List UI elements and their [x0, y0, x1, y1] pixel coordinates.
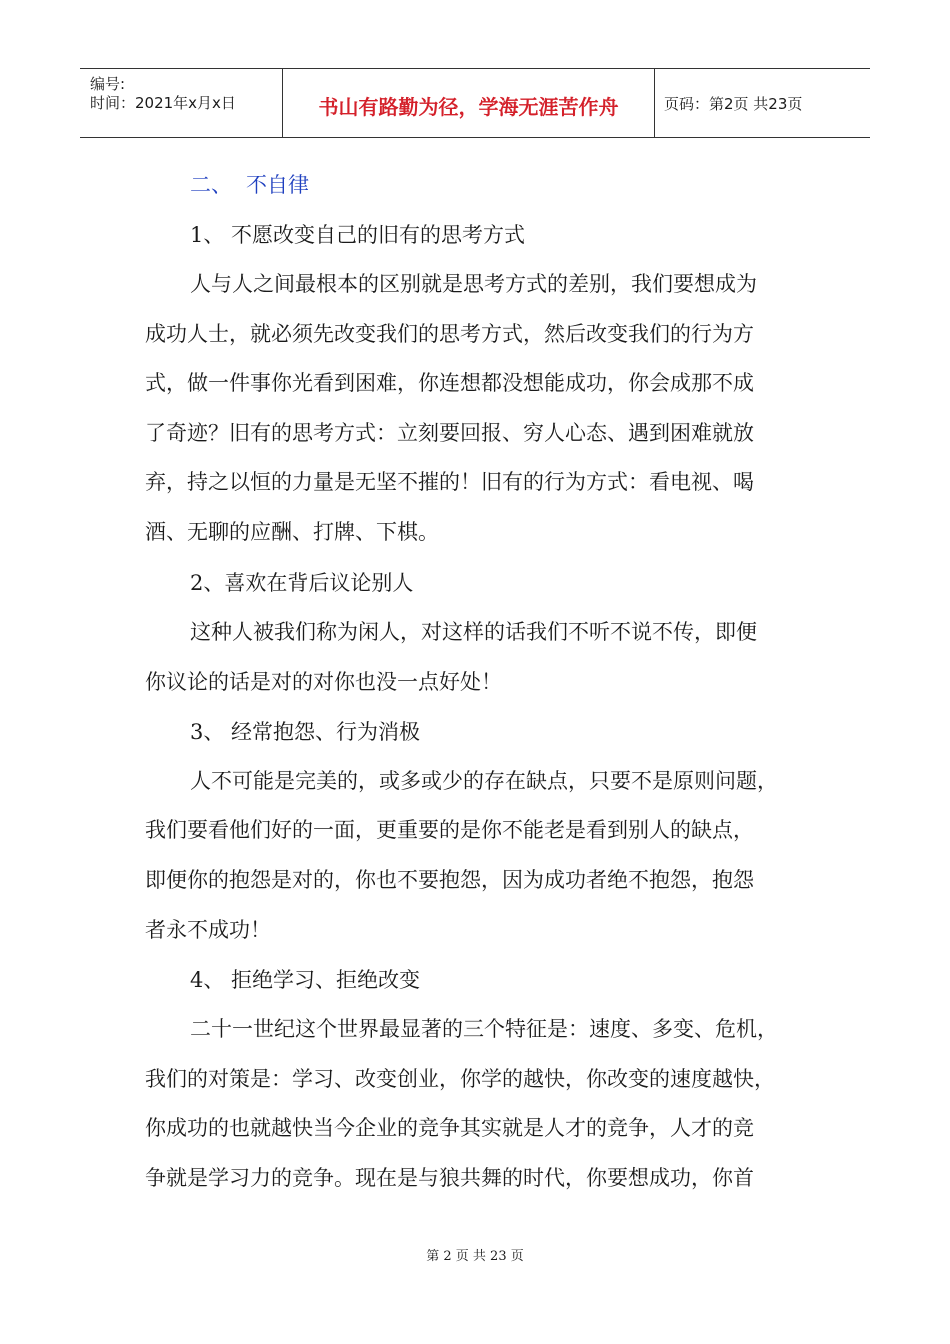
document-code-label: 编号:	[90, 75, 126, 93]
section-number: 二、	[190, 173, 232, 197]
paragraph-line: 二十一世纪这个世界最显著的三个特征是：速度、多变、危机，	[190, 1017, 778, 1041]
paragraph-line: 争就是学习力的竞争。现在是与狼共舞的时代，你要想成功，你首	[145, 1166, 754, 1190]
paragraph-line: 这种人被我们称为闲人，对这样的话我们不听不说不传，即便	[190, 620, 757, 644]
paragraph-line: 你成功的也就越快当今企业的竞争其实就是人才的竞争，人才的竞	[145, 1116, 754, 1140]
header-right-cell	[656, 69, 870, 137]
header-left-cell	[80, 69, 283, 137]
header-table	[80, 68, 870, 138]
subheading-4: 4、 拒绝学习、拒绝改变	[190, 968, 421, 992]
document-date: 时间：2021年x月x日	[90, 94, 236, 112]
page-footer: 第 2 页 共 23 页	[426, 1249, 524, 1264]
paragraph-line: 即便你的抱怨是对的，你也不要抱怨，因为成功者绝不抱怨，抱怨	[145, 868, 754, 892]
section-heading	[190, 169, 309, 199]
paragraph-line: 式，做一件事你光看到困难，你连想都没想能成功，你会成那不成	[145, 371, 754, 395]
paragraph-line: 人不可能是完美的，或多或少的存在缺点，只要不是原则问题，	[190, 769, 778, 793]
paragraph-line: 弃，持之以恒的力量是无坚不摧的！旧有的行为方式：看电视、喝	[145, 470, 754, 494]
subheading-2: 2、喜欢在背后议论别人	[190, 571, 414, 595]
paragraph-line: 人与人之间最根本的区别就是思考方式的差别，我们要想成为	[190, 272, 757, 296]
paragraph-line: 成功人士，就必须先改变我们的思考方式，然后改变我们的行为方	[145, 322, 754, 346]
subheading-1: 1、 不愿改变自己的旧有的思考方式	[190, 223, 526, 247]
header-middle-cell	[283, 69, 655, 137]
paragraph-line: 我们要看他们好的一面，更重要的是你不能老是看到别人的缺点，	[145, 818, 754, 842]
paragraph-line: 我们的对策是：学习、改变创业，你学的越快，你改变的速度越快，	[145, 1067, 775, 1091]
paragraph-line: 酒、无聊的应酬、打牌、下棋。	[145, 520, 439, 544]
paragraph-line: 你议论的话是对的对你也没一点好处！	[145, 670, 502, 694]
header-page-info: 页码：第2页 共23页	[664, 95, 803, 113]
subheading-3: 3、 经常抱怨、行为消极	[190, 720, 421, 744]
header-motto: 书山有路勤为径，学海无涯苦作舟	[318, 95, 619, 119]
section-title: 不自律	[246, 173, 309, 197]
paragraph-line: 者永不成功！	[145, 918, 271, 942]
paragraph-line: 了奇迹？旧有的思考方式：立刻要回报、穷人心态、遇到困难就放	[145, 421, 754, 445]
